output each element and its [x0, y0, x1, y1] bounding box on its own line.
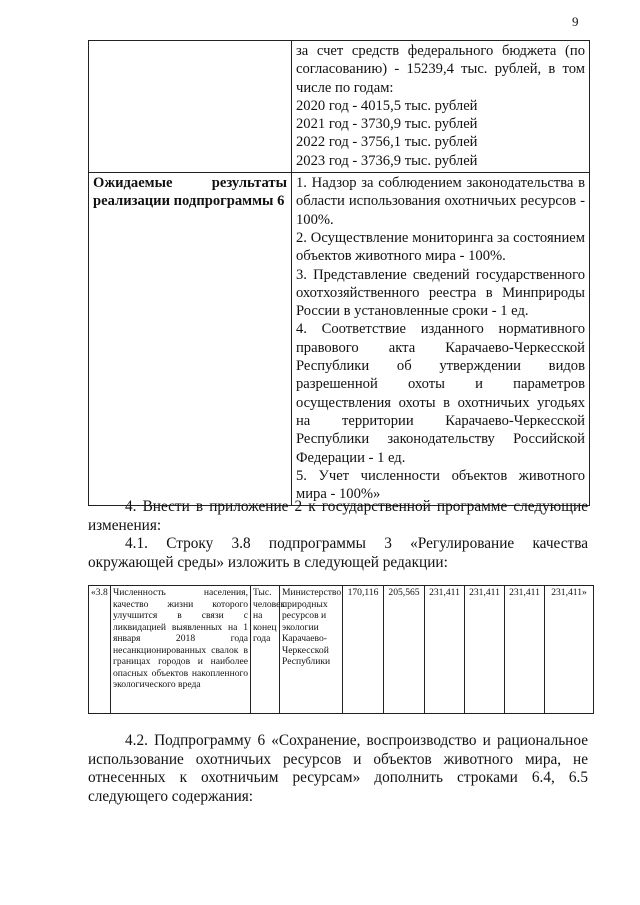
row-number-cell: «3.8 — [89, 586, 111, 714]
result-item-3: 3. Представление сведений государственного охотхозяйственного реестра в Минприроды России в установленные сроки - 1 ед. — [296, 266, 585, 320]
page-number: 9 — [572, 14, 579, 29]
value-cell: 231,411 — [465, 586, 505, 714]
expected-results-cell — [292, 173, 590, 506]
value-cell: 205,565 — [384, 586, 425, 714]
table-row — [89, 586, 594, 714]
indicator-row-3-8-table — [88, 585, 594, 714]
expected-results-row — [89, 173, 590, 506]
executor-cell: Министерство природных ресурсов и экологии Карачаево-Черкесской Республики — [280, 586, 343, 714]
indicator-name-cell: Численность населения, качество жизни которого улучшится в связи с ликвидацией выявленных на 1 января 2018 года несанкционированных свалок в границах городов и наиболее опасных объектов накопленного экологического вреда — [111, 586, 251, 714]
paragraph-4-2: 4.2. Подпрограмму 6 «Сохранение, воспроизводство и рациональное использование охотничьих ресурсов и объектов животного мира, не отнесенных к охотничьим ресурсам» дополнить строками 6.4, 6.5 следующего содержания: — [88, 732, 588, 805]
expected-results-heading: Ожидаемые результаты реализации подпрограммы 6 — [89, 173, 292, 506]
funding-2021-line: 2021 год - 3730,9 тыс. рублей — [296, 116, 478, 133]
value-cell: 170,116 — [343, 586, 384, 714]
funding-value-cell — [292, 41, 590, 173]
funding-federal-line: за счет средств федерального бюджета (по согласованию) - 15239,4 тыс. рублей, в том числе по годам: — [296, 43, 585, 96]
result-item-1: 1. Надзор за соблюдением законодательства в области использования охотничьих ресурсов - 100%. — [296, 175, 585, 228]
value-cell: 231,411» — [545, 586, 594, 714]
funding-row — [89, 41, 590, 173]
funding-2020-line: 2020 год - 4015,5 тыс. рублей — [296, 97, 478, 114]
paragraph-4: 4. Внести в приложение 2 к государственной программе следующие изменения: — [88, 498, 588, 534]
funding-2023-line: 2023 год - 3736,9 тыс. рублей — [296, 152, 478, 169]
unit-cell: Тыс. человек на конец года — [251, 586, 280, 714]
subprogram-passport-table — [88, 40, 590, 506]
result-item-4: 4. Соответствие изданного нормативного правового акта Карачаево-Черкесской Республики об утверждении видов разрешенной охоты и параметров осуществления охоты в охотничьих угодьях на территории Карачаево-Черкесской Республики законодательству Российской Федерации - 1 ед. — [296, 321, 585, 466]
result-item-5: 5. Учет численности объектов животного мира - 100%» — [296, 467, 585, 503]
paragraph-4-1: 4.1. Строку 3.8 подпрограммы 3 «Регулирование качества окружающей среды» изложить в следующей редакции: — [88, 535, 588, 571]
value-cell: 231,411 — [425, 586, 465, 714]
value-cell: 231,411 — [505, 586, 545, 714]
funding-label-cell — [89, 41, 292, 173]
result-item-2: 2. Осуществление мониторинга за состоянием объектов животного мира - 100%. — [296, 229, 585, 265]
funding-2022-line: 2022 год - 3756,1 тыс. рублей — [296, 134, 478, 151]
